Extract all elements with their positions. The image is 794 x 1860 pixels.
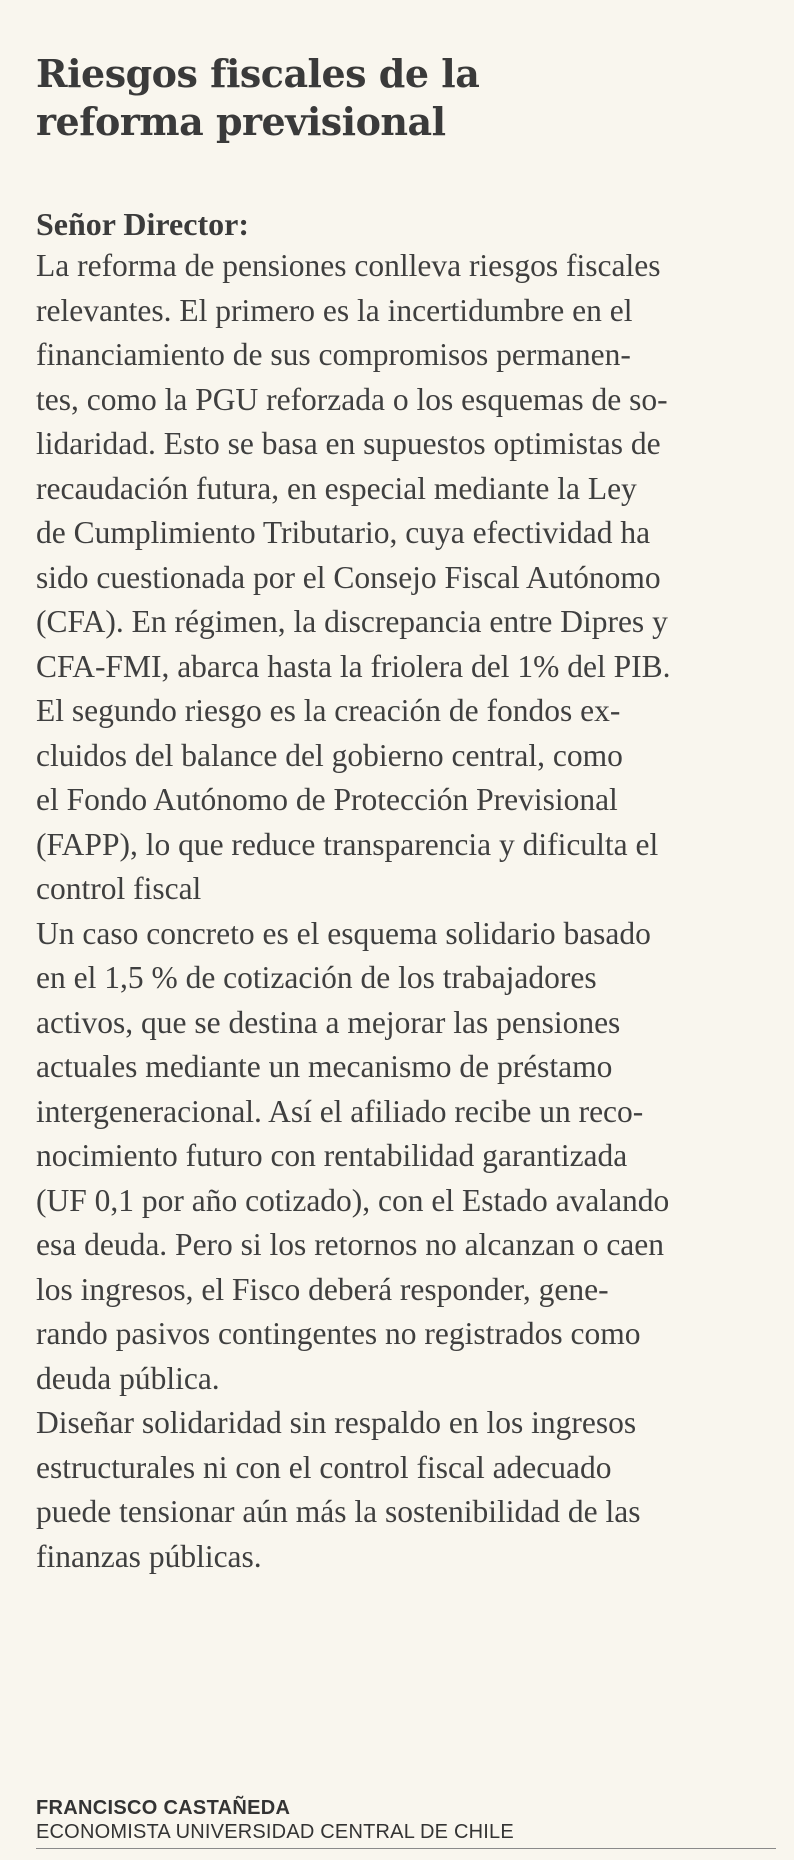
text-line: tes, como la PGU reforzada o los esquemas de so- bbox=[36, 381, 668, 417]
text-line: Un caso concreto es el esquema solidario basado bbox=[36, 915, 651, 951]
text-line: nocimiento futuro con rentabilidad garantizada bbox=[36, 1138, 628, 1173]
text-line: sido cuestionada por el Consejo Fiscal Autónomo bbox=[36, 559, 661, 595]
text-line: finanzas públicas. bbox=[36, 1538, 262, 1574]
text-line: recaudación futura, en especial mediante la Ley bbox=[36, 470, 637, 506]
text-line: CFA-FMI, abarca hasta la friolera del 1% del PIB. bbox=[36, 648, 671, 684]
text-line: esa deuda. Pero si los retornos no alcanzan o caen bbox=[36, 1227, 665, 1262]
signature-block bbox=[36, 1796, 514, 1844]
text-line: los ingresos, el Fisco deberá responder, gene- bbox=[36, 1271, 609, 1307]
salutation: Señor Director: bbox=[36, 206, 249, 242]
text-line: (UF 0,1 por año cotizado), con el Estado avalando bbox=[36, 1182, 670, 1218]
author-title: ECONOMISTA UNIVERSIDAD CENTRAL DE CHILE bbox=[36, 1821, 514, 1843]
text-line: La reforma de pensiones conlleva riesgos fiscales bbox=[36, 248, 661, 283]
text-line: control fiscal bbox=[36, 871, 202, 906]
headline-line: reforma previsional bbox=[36, 99, 446, 144]
letter-article bbox=[36, 0, 776, 1579]
letter-body bbox=[36, 244, 776, 1579]
text-line: rando pasivos contingentes no registrados como bbox=[36, 1316, 641, 1351]
text-line: puede tensionar aún más la sostenibilidad de las bbox=[36, 1494, 641, 1529]
text-line: El segundo riesgo es la creación de fondos ex- bbox=[36, 693, 621, 728]
text-line: en el 1,5 % de cotización de los trabajadores bbox=[36, 960, 597, 995]
text-line: de Cumplimiento Tributario, cuya efectividad ha bbox=[36, 515, 651, 550]
text-line: intergeneracional. Así el afiliado recibe un reco- bbox=[36, 1093, 644, 1129]
text-line: Diseñar solidaridad sin respaldo en los ingresos bbox=[36, 1405, 637, 1440]
text-line: estructurales ni con el control fiscal adecuado bbox=[36, 1449, 612, 1485]
text-line: relevantes. El primero es la incertidumbre en el bbox=[36, 292, 633, 328]
text-line: financiamiento de sus compromisos permanen- bbox=[36, 337, 631, 372]
text-line: (CFA). En régimen, la discrepancia entre Dipres y bbox=[36, 604, 668, 639]
paragraph-2 bbox=[36, 912, 776, 1402]
headline-line: Riesgos fiscales de la bbox=[36, 51, 480, 96]
paragraph-3 bbox=[36, 1401, 776, 1579]
headline bbox=[36, 0, 776, 146]
author-name: FRANCISCO CASTAÑEDA bbox=[36, 1797, 291, 1819]
text-line: activos, que se destina a mejorar las pensiones bbox=[36, 1004, 621, 1040]
paragraph-1 bbox=[36, 244, 776, 912]
text-line: lidaridad. Esto se basa en supuestos optimistas de bbox=[36, 426, 661, 461]
bottom-divider bbox=[36, 1848, 776, 1849]
text-line: (FAPP), lo que reduce transparencia y dificulta el bbox=[36, 826, 659, 862]
text-line: actuales mediante un mecanismo de préstamo bbox=[36, 1049, 613, 1084]
text-line: cluidos del balance del gobierno central, como bbox=[36, 737, 623, 773]
text-line: deuda pública. bbox=[36, 1360, 220, 1396]
text-line: el Fondo Autónomo de Protección Previsional bbox=[36, 782, 618, 817]
